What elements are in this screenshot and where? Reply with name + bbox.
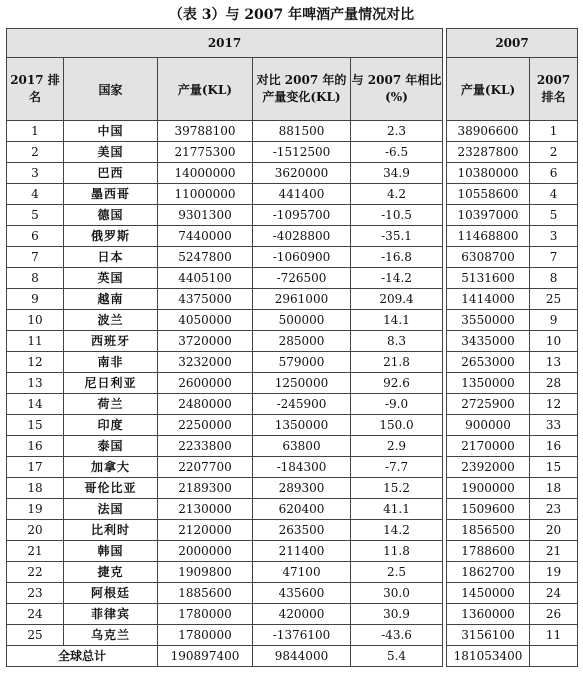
cell-country: 泰国 bbox=[64, 436, 158, 457]
cell-rank-2007: 19 bbox=[530, 562, 578, 583]
cell-change: 579000 bbox=[253, 352, 351, 373]
cell-country: 越南 bbox=[64, 289, 158, 310]
cell-rank-2007: 11 bbox=[530, 625, 578, 646]
header-output-2007: 产量(KL) bbox=[447, 58, 530, 121]
cell-output-2007: 5131600 bbox=[447, 268, 530, 289]
cell-percent: 2.3 bbox=[351, 121, 443, 142]
cell-output-2007: 900000 bbox=[447, 415, 530, 436]
total-row bbox=[7, 646, 578, 667]
table-row bbox=[7, 499, 578, 520]
table-row bbox=[7, 373, 578, 394]
cell-output-2017: 39788100 bbox=[158, 121, 253, 142]
cell-rank-2017: 14 bbox=[7, 394, 64, 415]
cell-country: 哥伦比亚 bbox=[64, 478, 158, 499]
cell-rank-2017: 1 bbox=[7, 121, 64, 142]
cell-country: 加拿大 bbox=[64, 457, 158, 478]
cell-rank-2007: 8 bbox=[530, 268, 578, 289]
table-row bbox=[7, 184, 578, 205]
table-row bbox=[7, 541, 578, 562]
cell-percent: 2.5 bbox=[351, 562, 443, 583]
cell-percent: 150.0 bbox=[351, 415, 443, 436]
cell-output-2017: 2000000 bbox=[158, 541, 253, 562]
cell-output-2007: 11468800 bbox=[447, 226, 530, 247]
cell-change: -245900 bbox=[253, 394, 351, 415]
cell-output-2017: 2233800 bbox=[158, 436, 253, 457]
cell-change: 420000 bbox=[253, 604, 351, 625]
cell-country: 波兰 bbox=[64, 310, 158, 331]
table-title: （表 3）与 2007 年啤酒产量情况对比 bbox=[168, 7, 415, 23]
cell-rank-2007: 2 bbox=[530, 142, 578, 163]
cell-change: 285000 bbox=[253, 331, 351, 352]
cell-country: 捷克 bbox=[64, 562, 158, 583]
total-percent: 5.4 bbox=[351, 646, 443, 667]
cell-country: 印度 bbox=[64, 415, 158, 436]
total-output-2017: 190897400 bbox=[158, 646, 253, 667]
cell-change: 211400 bbox=[253, 541, 351, 562]
cell-country: 法国 bbox=[64, 499, 158, 520]
cell-country: 韩国 bbox=[64, 541, 158, 562]
cell-rank-2017: 9 bbox=[7, 289, 64, 310]
cell-output-2017: 2250000 bbox=[158, 415, 253, 436]
cell-output-2017: 2480000 bbox=[158, 394, 253, 415]
cell-country: 比利时 bbox=[64, 520, 158, 541]
comparison-table-container bbox=[6, 28, 577, 667]
cell-output-2007: 1856500 bbox=[447, 520, 530, 541]
cell-rank-2007: 5 bbox=[530, 205, 578, 226]
cell-country: 巴西 bbox=[64, 163, 158, 184]
cell-output-2017: 2600000 bbox=[158, 373, 253, 394]
total-label: 全球总计 bbox=[7, 646, 158, 667]
table-row bbox=[7, 394, 578, 415]
table-row bbox=[7, 625, 578, 646]
cell-change: 63800 bbox=[253, 436, 351, 457]
cell-rank-2017: 22 bbox=[7, 562, 64, 583]
cell-output-2007: 2170000 bbox=[447, 436, 530, 457]
cell-output-2007: 1350000 bbox=[447, 373, 530, 394]
cell-output-2017: 1780000 bbox=[158, 604, 253, 625]
cell-rank-2007: 26 bbox=[530, 604, 578, 625]
cell-output-2007: 2392000 bbox=[447, 457, 530, 478]
cell-percent: -16.8 bbox=[351, 247, 443, 268]
cell-rank-2007: 12 bbox=[530, 394, 578, 415]
cell-percent: 92.6 bbox=[351, 373, 443, 394]
cell-country: 菲律宾 bbox=[64, 604, 158, 625]
cell-rank-2017: 25 bbox=[7, 625, 64, 646]
table-row bbox=[7, 289, 578, 310]
cell-rank-2017: 4 bbox=[7, 184, 64, 205]
cell-change: 1350000 bbox=[253, 415, 351, 436]
cell-change: 289300 bbox=[253, 478, 351, 499]
table-row bbox=[7, 583, 578, 604]
header-country: 国家 bbox=[64, 58, 158, 121]
cell-change: -1095700 bbox=[253, 205, 351, 226]
cell-rank-2017: 19 bbox=[7, 499, 64, 520]
cell-output-2017: 21775300 bbox=[158, 142, 253, 163]
table-row bbox=[7, 520, 578, 541]
cell-output-2017: 3232000 bbox=[158, 352, 253, 373]
table-row bbox=[7, 205, 578, 226]
cell-rank-2017: 6 bbox=[7, 226, 64, 247]
cell-rank-2007: 9 bbox=[530, 310, 578, 331]
cell-output-2017: 9301300 bbox=[158, 205, 253, 226]
cell-percent: 30.9 bbox=[351, 604, 443, 625]
cell-rank-2007: 25 bbox=[530, 289, 578, 310]
cell-output-2017: 3720000 bbox=[158, 331, 253, 352]
cell-percent: 15.2 bbox=[351, 478, 443, 499]
column-header-row bbox=[7, 58, 578, 121]
cell-output-2007: 10558600 bbox=[447, 184, 530, 205]
cell-rank-2007: 13 bbox=[530, 352, 578, 373]
cell-change: -4028800 bbox=[253, 226, 351, 247]
cell-rank-2017: 8 bbox=[7, 268, 64, 289]
cell-rank-2017: 20 bbox=[7, 520, 64, 541]
cell-country: 阿根廷 bbox=[64, 583, 158, 604]
cell-output-2017: 4050000 bbox=[158, 310, 253, 331]
cell-output-2007: 1509600 bbox=[447, 499, 530, 520]
cell-rank-2007: 16 bbox=[530, 436, 578, 457]
cell-percent: -9.0 bbox=[351, 394, 443, 415]
cell-output-2007: 1862700 bbox=[447, 562, 530, 583]
cell-country: 美国 bbox=[64, 142, 158, 163]
cell-rank-2017: 24 bbox=[7, 604, 64, 625]
cell-output-2017: 2189300 bbox=[158, 478, 253, 499]
cell-country: 英国 bbox=[64, 268, 158, 289]
cell-output-2017: 5247800 bbox=[158, 247, 253, 268]
total-output-2007: 181053400 bbox=[447, 646, 530, 667]
table-row bbox=[7, 247, 578, 268]
cell-country: 俄罗斯 bbox=[64, 226, 158, 247]
cell-percent: -43.6 bbox=[351, 625, 443, 646]
cell-change: 500000 bbox=[253, 310, 351, 331]
table-row bbox=[7, 163, 578, 184]
cell-percent: -7.7 bbox=[351, 457, 443, 478]
cell-rank-2007: 4 bbox=[530, 184, 578, 205]
cell-output-2017: 1780000 bbox=[158, 625, 253, 646]
cell-rank-2007: 7 bbox=[530, 247, 578, 268]
header-rank-2007: 2007 排名 bbox=[530, 58, 578, 121]
cell-rank-2017: 11 bbox=[7, 331, 64, 352]
cell-output-2017: 1885600 bbox=[158, 583, 253, 604]
cell-change: -726500 bbox=[253, 268, 351, 289]
cell-rank-2017: 21 bbox=[7, 541, 64, 562]
cell-rank-2017: 2 bbox=[7, 142, 64, 163]
cell-output-2007: 1450000 bbox=[447, 583, 530, 604]
group-header-2017: 2017 bbox=[7, 29, 443, 58]
cell-output-2007: 3550000 bbox=[447, 310, 530, 331]
beer-production-table bbox=[6, 28, 578, 667]
cell-change: 3620000 bbox=[253, 163, 351, 184]
total-rank-2007 bbox=[530, 646, 578, 667]
table-row bbox=[7, 415, 578, 436]
cell-change: -1060900 bbox=[253, 247, 351, 268]
cell-output-2007: 38906600 bbox=[447, 121, 530, 142]
table-row bbox=[7, 310, 578, 331]
table-row bbox=[7, 436, 578, 457]
cell-rank-2007: 23 bbox=[530, 499, 578, 520]
header-output-2017: 产量(KL) bbox=[158, 58, 253, 121]
cell-country: 乌克兰 bbox=[64, 625, 158, 646]
table-row bbox=[7, 604, 578, 625]
cell-output-2007: 2653000 bbox=[447, 352, 530, 373]
cell-rank-2017: 18 bbox=[7, 478, 64, 499]
cell-rank-2017: 10 bbox=[7, 310, 64, 331]
cell-output-2017: 1909800 bbox=[158, 562, 253, 583]
cell-change: 881500 bbox=[253, 121, 351, 142]
cell-output-2007: 2725900 bbox=[447, 394, 530, 415]
table-row bbox=[7, 142, 578, 163]
group-header-2007: 2007 bbox=[447, 29, 578, 58]
cell-rank-2017: 16 bbox=[7, 436, 64, 457]
table-row bbox=[7, 562, 578, 583]
cell-output-2017: 2120000 bbox=[158, 520, 253, 541]
cell-rank-2017: 17 bbox=[7, 457, 64, 478]
cell-rank-2017: 5 bbox=[7, 205, 64, 226]
cell-percent: 21.8 bbox=[351, 352, 443, 373]
cell-change: -1512500 bbox=[253, 142, 351, 163]
table-row bbox=[7, 268, 578, 289]
cell-country: 德国 bbox=[64, 205, 158, 226]
cell-country: 荷兰 bbox=[64, 394, 158, 415]
cell-rank-2007: 28 bbox=[530, 373, 578, 394]
cell-percent: -14.2 bbox=[351, 268, 443, 289]
cell-country: 尼日利亚 bbox=[64, 373, 158, 394]
cell-percent: 14.1 bbox=[351, 310, 443, 331]
cell-rank-2017: 15 bbox=[7, 415, 64, 436]
cell-percent: 209.4 bbox=[351, 289, 443, 310]
cell-output-2007: 1414000 bbox=[447, 289, 530, 310]
cell-rank-2017: 3 bbox=[7, 163, 64, 184]
cell-rank-2007: 24 bbox=[530, 583, 578, 604]
table-row bbox=[7, 478, 578, 499]
cell-change: -184300 bbox=[253, 457, 351, 478]
cell-country: 日本 bbox=[64, 247, 158, 268]
cell-percent: 30.0 bbox=[351, 583, 443, 604]
cell-change: 1250000 bbox=[253, 373, 351, 394]
cell-change: 620400 bbox=[253, 499, 351, 520]
cell-output-2017: 4375000 bbox=[158, 289, 253, 310]
table-row bbox=[7, 457, 578, 478]
cell-change: 2961000 bbox=[253, 289, 351, 310]
cell-output-2007: 3435000 bbox=[447, 331, 530, 352]
cell-rank-2007: 18 bbox=[530, 478, 578, 499]
cell-output-2007: 10397000 bbox=[447, 205, 530, 226]
cell-percent: 14.2 bbox=[351, 520, 443, 541]
cell-rank-2007: 20 bbox=[530, 520, 578, 541]
cell-output-2007: 1900000 bbox=[447, 478, 530, 499]
cell-rank-2017: 13 bbox=[7, 373, 64, 394]
cell-percent: -35.1 bbox=[351, 226, 443, 247]
cell-output-2007: 1788600 bbox=[447, 541, 530, 562]
group-header-row bbox=[7, 29, 578, 58]
cell-rank-2007: 10 bbox=[530, 331, 578, 352]
cell-output-2007: 10380000 bbox=[447, 163, 530, 184]
cell-output-2017: 7440000 bbox=[158, 226, 253, 247]
cell-change: 435600 bbox=[253, 583, 351, 604]
cell-rank-2007: 33 bbox=[530, 415, 578, 436]
cell-output-2017: 4405100 bbox=[158, 268, 253, 289]
cell-percent: 41.1 bbox=[351, 499, 443, 520]
table-body bbox=[7, 121, 578, 667]
cell-country: 南非 bbox=[64, 352, 158, 373]
cell-output-2007: 1360000 bbox=[447, 604, 530, 625]
total-change: 9844000 bbox=[253, 646, 351, 667]
cell-output-2017: 11000000 bbox=[158, 184, 253, 205]
cell-change: 263500 bbox=[253, 520, 351, 541]
cell-percent: 4.2 bbox=[351, 184, 443, 205]
cell-output-2017: 2207700 bbox=[158, 457, 253, 478]
cell-country: 墨西哥 bbox=[64, 184, 158, 205]
cell-output-2017: 14000000 bbox=[158, 163, 253, 184]
cell-percent: -6.5 bbox=[351, 142, 443, 163]
header-change: 对比 2007 年的产量变化(KL) bbox=[253, 58, 351, 121]
cell-rank-2007: 6 bbox=[530, 163, 578, 184]
table-row bbox=[7, 226, 578, 247]
cell-change: -1376100 bbox=[253, 625, 351, 646]
cell-percent: -10.5 bbox=[351, 205, 443, 226]
header-rank-2017: 2017 排名 bbox=[7, 58, 64, 121]
cell-change: 441400 bbox=[253, 184, 351, 205]
cell-output-2017: 2130000 bbox=[158, 499, 253, 520]
table-row bbox=[7, 352, 578, 373]
cell-percent: 8.3 bbox=[351, 331, 443, 352]
cell-percent: 11.8 bbox=[351, 541, 443, 562]
cell-change: 47100 bbox=[253, 562, 351, 583]
table-row bbox=[7, 121, 578, 142]
cell-country: 中国 bbox=[64, 121, 158, 142]
cell-percent: 2.9 bbox=[351, 436, 443, 457]
cell-rank-2007: 21 bbox=[530, 541, 578, 562]
cell-rank-2007: 1 bbox=[530, 121, 578, 142]
cell-output-2007: 3156100 bbox=[447, 625, 530, 646]
cell-output-2007: 23287800 bbox=[447, 142, 530, 163]
cell-rank-2017: 7 bbox=[7, 247, 64, 268]
cell-output-2007: 6308700 bbox=[447, 247, 530, 268]
cell-rank-2007: 15 bbox=[530, 457, 578, 478]
cell-rank-2007: 3 bbox=[530, 226, 578, 247]
header-percent: 与 2007 年相比(%) bbox=[351, 58, 443, 121]
cell-country: 西班牙 bbox=[64, 331, 158, 352]
cell-rank-2017: 23 bbox=[7, 583, 64, 604]
cell-rank-2017: 12 bbox=[7, 352, 64, 373]
table-row bbox=[7, 331, 578, 352]
cell-percent: 34.9 bbox=[351, 163, 443, 184]
